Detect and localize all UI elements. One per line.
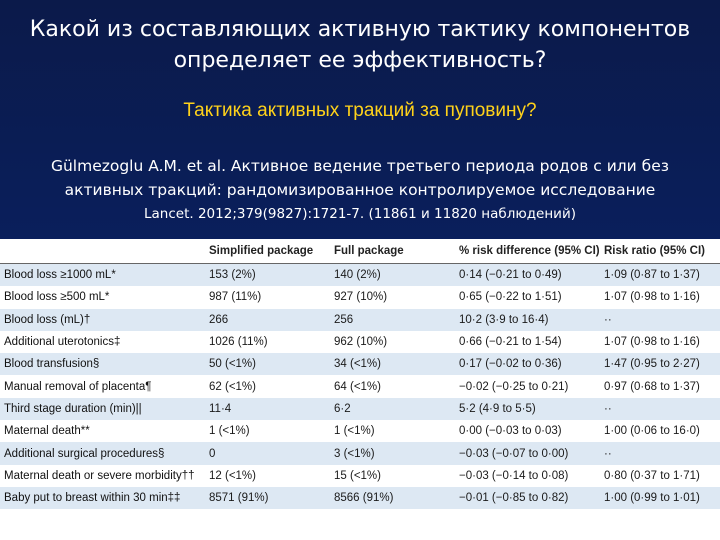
table-cell: 987 (11%) [205,286,330,308]
citation-line-1: Gülmezoglu A.M. et al. Активное ведение третьего периода родов с или без [50,157,670,175]
row-label-cell: Additional uterotonics‡ [0,331,205,353]
table-row [0,264,720,287]
table-cell: 0·97 (0·68 to 1·37) [600,375,720,397]
header-cell: % risk difference (95% CI) [455,239,600,264]
row-label-cell: Blood loss (mL)† [0,309,205,331]
table-cell: 3 (<1%) [330,442,455,464]
row-label-cell: Blood loss ≥500 mL* [0,286,205,308]
citation-line-3: Lancet. 2012;379(9827):1721-7. (11861 и 11820 наблюдений) [144,206,576,222]
table-cell: 962 (10%) [330,331,455,353]
slide-title [0,14,720,76]
results-table-panel [0,239,720,540]
table-cell: 8566 (91%) [330,487,455,509]
table-cell: 1·47 (0·95 to 2·27) [600,353,720,375]
table-cell: 0·66 (−0·21 to 1·54) [455,331,600,353]
title-line-1: Какой из составляющих активную тактику компонентов [29,17,691,42]
citation [0,154,720,226]
table-cell: ·· [600,309,720,331]
table-cell: 153 (2%) [205,264,330,287]
table-cell: 1·07 (0·98 to 1·16) [600,331,720,353]
table-cell: 256 [330,309,455,331]
table-cell: 927 (10%) [330,286,455,308]
table-cell: 0·14 (−0·21 to 0·49) [455,264,600,287]
table-cell: 1·00 (0·06 to 16·0) [600,420,720,442]
table-row [0,442,720,464]
header-cell: Full package [330,239,455,264]
table-cell: ·· [600,442,720,464]
table-cell: 15 (<1%) [330,465,455,487]
header-cell [0,239,205,264]
table-cell: 0·00 (−0·03 to 0·03) [455,420,600,442]
table-cell: −0·02 (−0·25 to 0·21) [455,375,600,397]
table-cell: 34 (<1%) [330,353,455,375]
table-cell: ·· [600,398,720,420]
table-cell: 1 (<1%) [330,420,455,442]
header-cell: Risk ratio (95% CI) [600,239,720,264]
table-cell: −0·03 (−0·14 to 0·08) [455,465,600,487]
table-cell: −0·03 (−0·07 to 0·00) [455,442,600,464]
table-row [0,331,720,353]
table-row [0,309,720,331]
row-label-cell: Blood transfusion§ [0,353,205,375]
table-cell: 140 (2%) [330,264,455,287]
table-row [0,420,720,442]
table-cell: 62 (<1%) [205,375,330,397]
table-cell: 0·17 (−0·02 to 0·36) [455,353,600,375]
table-row [0,487,720,509]
table-row [0,286,720,308]
table-row [0,353,720,375]
table-row [0,375,720,397]
table-cell: 1·09 (0·87 to 1·37) [600,264,720,287]
table-cell: 0 [205,442,330,464]
table-cell: 1·00 (0·99 to 1·01) [600,487,720,509]
results-table [0,239,720,509]
table-row [0,398,720,420]
table-cell: 11·4 [205,398,330,420]
table-cell: 5·2 (4·9 to 5·5) [455,398,600,420]
table-cell: 0·80 (0·37 to 1·71) [600,465,720,487]
table-cell: 12 (<1%) [205,465,330,487]
table-row [0,465,720,487]
row-label-cell: Additional surgical procedures§ [0,442,205,464]
table-body [0,264,720,510]
table-cell: 64 (<1%) [330,375,455,397]
table-header-row [0,239,720,264]
row-label-cell: Baby put to breast within 30 min‡‡ [0,487,205,509]
table-cell: 10·2 (3·9 to 16·4) [455,309,600,331]
row-label-cell: Manual removal of placenta¶ [0,375,205,397]
header-cell: Simplified package [205,239,330,264]
table-cell: 1026 (11%) [205,331,330,353]
row-label-cell: Third stage duration (min)|| [0,398,205,420]
row-label-cell: Maternal death or severe morbidity†† [0,465,205,487]
row-label-cell: Maternal death** [0,420,205,442]
slide-subtitle: Тактика активных тракций за пуповину? [183,100,537,121]
table-cell: −0·01 (−0·85 to 0·82) [455,487,600,509]
table-cell: 266 [205,309,330,331]
title-line-2: определяет ее эффективность? [173,48,547,73]
table-cell: 8571 (91%) [205,487,330,509]
table-cell: 6·2 [330,398,455,420]
table-cell: 1 (<1%) [205,420,330,442]
row-label-cell: Blood loss ≥1000 mL* [0,264,205,287]
table-cell: 50 (<1%) [205,353,330,375]
table-cell: 0·65 (−0·22 to 1·51) [455,286,600,308]
table-cell: 1·07 (0·98 to 1·16) [600,286,720,308]
citation-line-2: активных тракций: рандомизированное контролируемое исследование [64,181,656,199]
